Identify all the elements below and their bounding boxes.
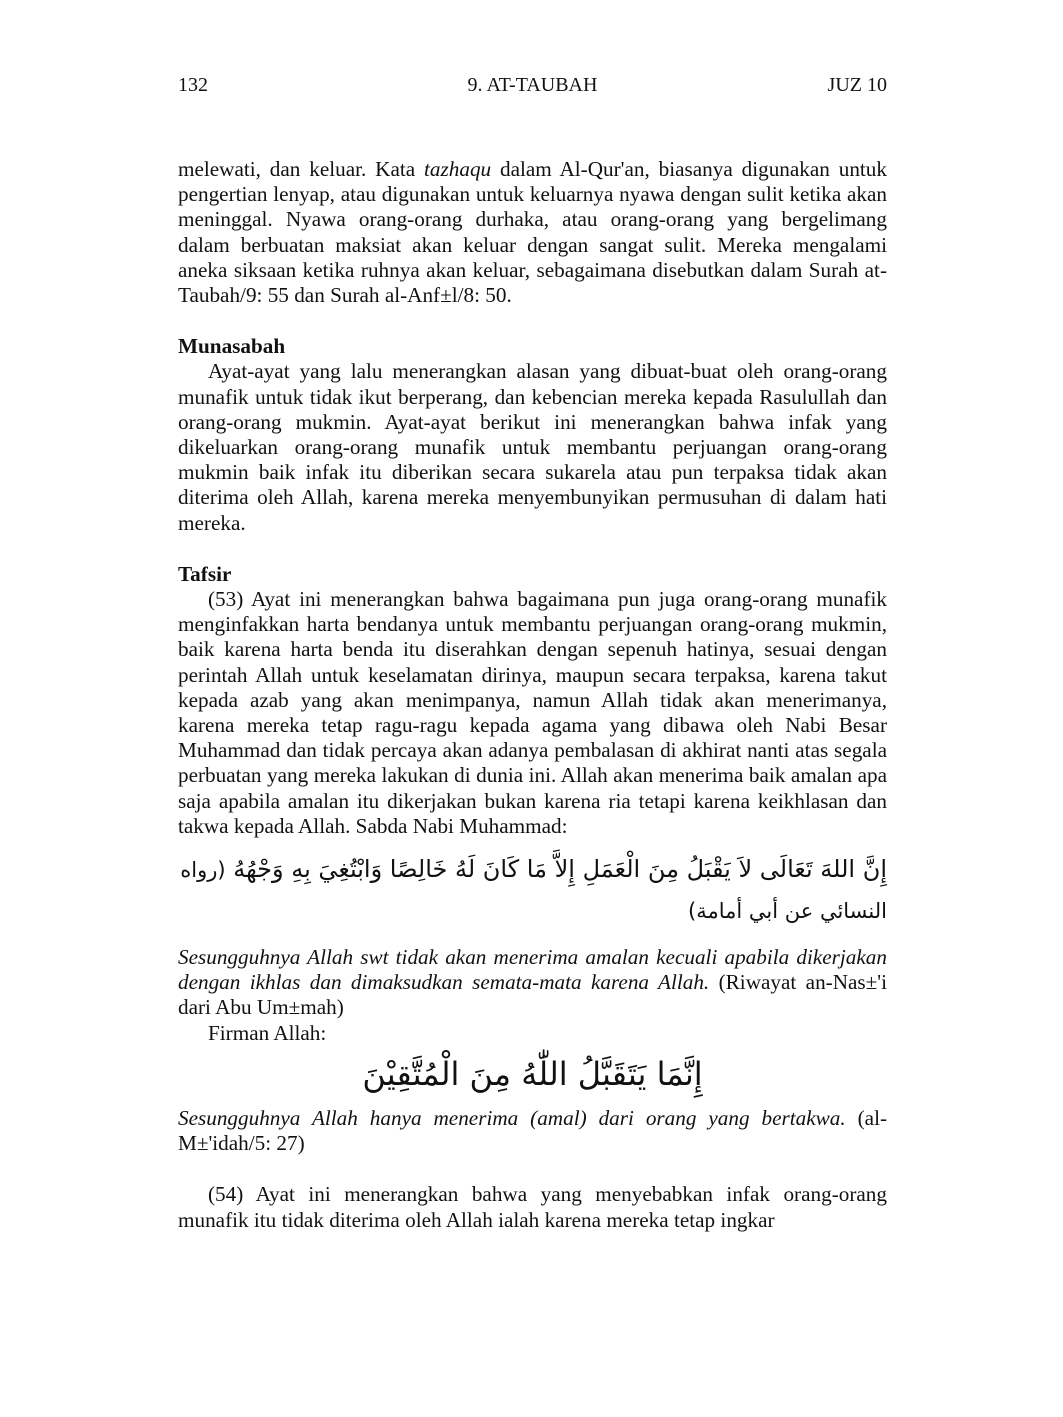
intro-text-1: melewati, dan keluar. Kata (178, 157, 425, 181)
hadith-arabic-block (178, 849, 887, 931)
munasabah-paragraph: Ayat-ayat yang lalu menerangkan alasan yang dibuat-buat oleh orang-orang munafik untuk tidak ikut berperang, dan kebencian mereka kepada Rasulullah dan orang-orang mukmin. Ayat-ayat berikut ini menerangkan bahwa infak yang dikeluarkan orang-orang munafik untuk membantu perjuangan orang-orang mukmin baik infak itu diberikan secara sukarela atau pun terpaksa tidak akan diterima oleh Allah, karena mereka menyembunyikan permusuhan di dalam hati mereka. (178, 359, 887, 535)
tafsir-paragraph-54: (54) Ayat ini menerangkan bahwa yang menyebabkan infak orang-orang munafik itu tidak diterima oleh Allah ialah karena mereka tetap ingkar (178, 1182, 887, 1232)
page-header (178, 74, 887, 102)
page-content (178, 157, 887, 1233)
hadith-translation-text: Sesungguhnya Allah swt tidak akan menerima amalan kecuali apabila dikerjakan dengan ikhlas dan dimaksudkan semata-mata karena Allah. (178, 945, 887, 995)
hadith-arabic-source: (رواه النسائي عن أبي أمامة) (180, 858, 887, 924)
hadith-arabic-text: إِنَّ اللهَ تَعَالَى لاَ يَقْبَلُ مِنَ الْعَمَلِ إِلاَّ مَا كَانَ لَهُ خَالِصًا وَابْتُغِيَ بِهِ وَجْهُهُ (233, 855, 887, 884)
surah-title: 9. AT-TAUBAH (467, 74, 598, 96)
firman-intro: Firman Allah: (208, 1020, 327, 1045)
intro-term: tazhaqu (424, 157, 492, 181)
tafsir-paragraph-53: (53) Ayat ini menerangkan bahwa bagaimana pun juga orang-orang munafik menginfakkan harta bendanya untuk membantu perjuangan orang-orang mukmin, baik karena harta benda itu diserahkan dengan sepenuh hatinya, sesuai dengan perintah Allah untuk keselamatan dirinya, maupun secara terpaksa, karena takut kepada azab yang akan menimpanya, namun Allah tidak akan menerimanya, karena mereka tetap ragu-ragu kepada agama yang dibawa oleh Nabi Besar Muhammad dan tidak percaya akan adanya pembalasan di akhirat nanti atas segala perbuatan yang mereka lakukan di dunia ini. Allah akan menerima baik amalan apa saja apabila amalan itu dikerjakan bukan karena ria tetapi karena keikhlasan dan takwa kepada Allah. Sabda Nabi Muhammad: (178, 587, 887, 838)
munasabah-heading: Munasabah (178, 334, 286, 359)
tafsir-heading: Tafsir (178, 561, 232, 586)
hadith-narration: (Riwayat an-Nas±'i dari Abu Um±mah) (178, 970, 888, 1020)
page-number: 132 (178, 74, 208, 96)
verse-translation-text: Sesungguhnya Allah hanya menerima (amal) dari orang yang bertakwa. (178, 1105, 846, 1130)
hadith-translation (178, 945, 887, 1021)
verse-reference: (al-M±'idah/5: 27) (178, 1105, 888, 1156)
intro-text-2: dalam Al-Qur'an, biasanya digunakan untuk pengertian lenyap, atau digunakan untuk keluarnya nyawa dengan sulit ketika akan meninggal. Nyawa orang-orang durhaka, atau orang-orang yang bergelimang dalam berbuatan maksiat akan keluar dengan sangat sulit. Mereka mengalami aneka siksaan ketika ruhnya akan keluar, sebagaimana disebutkan dalam Surah at-Taubah/9: 55 dan Surah al-Anf±l/8: 50. (178, 157, 887, 308)
verse-arabic: إِنَّمَا يَتَقَبَّلُ اللّٰهُ مِنَ الْمُتَّقِيْنَ (362, 1054, 703, 1093)
verse-translation (178, 1106, 887, 1156)
intro-paragraph (178, 157, 887, 308)
juz-label: JUZ 10 (827, 74, 887, 96)
